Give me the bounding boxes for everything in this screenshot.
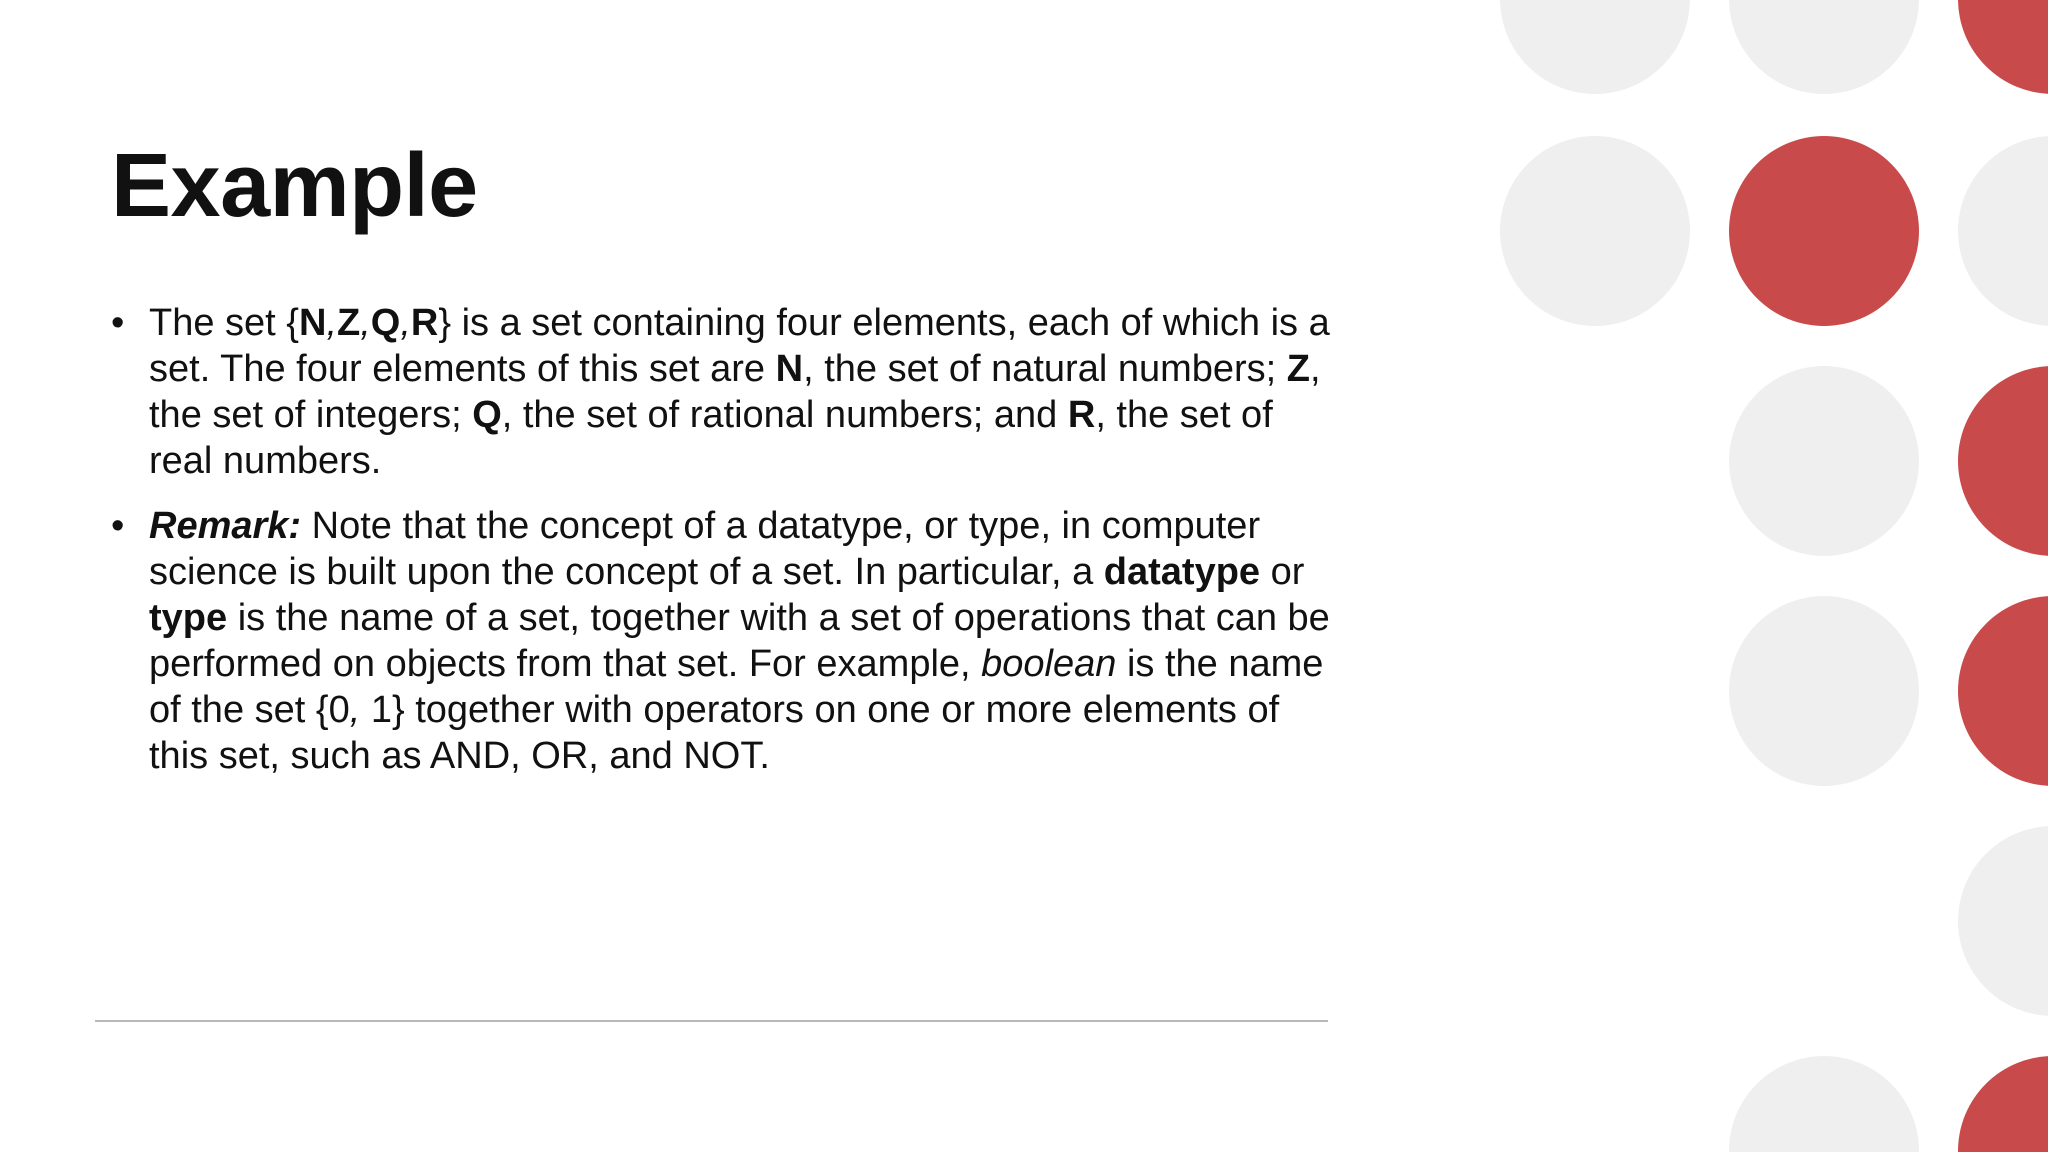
decor-circle: [1500, 0, 1690, 94]
set-symbol-q: Q: [370, 302, 401, 344]
term-boolean: boolean: [981, 643, 1117, 685]
set-symbol-z: Z: [337, 302, 361, 344]
decor-circle-red: [1958, 366, 2048, 556]
decor-circle: [1729, 1056, 1919, 1152]
bullet-marker: •: [111, 302, 125, 344]
slide-title: Example: [111, 136, 478, 236]
decor-circle-red: [1958, 0, 2048, 94]
slide-content: [111, 300, 1341, 798]
footer-divider: [95, 1020, 1328, 1022]
bullet-item: [111, 503, 1341, 779]
set-symbol-r: R: [410, 302, 439, 344]
term-datatype: datatype: [1103, 551, 1261, 593]
set-symbol-n: N: [298, 302, 327, 344]
decor-circle-red: [1958, 596, 2048, 786]
term-type: type: [149, 597, 228, 639]
bullet-text: Remark: Note that the concept of a datatype, or type, in computer science is built upon the concept of a set. In particular, a datatype or type is the name of a set, together with a set of operations that can be performed on objects from that set. For example, boolean is the name of the set {0, 1} together with operators on one or more elements of this set, such as AND, OR, and NOT.: [149, 505, 1330, 777]
remark-label: Remark:: [149, 505, 302, 547]
decor-circle: [1958, 136, 2048, 326]
decor-circle: [1500, 136, 1690, 326]
bullet-marker: •: [111, 505, 125, 547]
bullet-text: The set {N,Z,Q,R} is a set containing four elements, each of which is a set. The four elements of this set are N, the set of natural numbers; Z, the set of integers; Q, the set of rational numbers; and R, the set of real numbers.: [149, 302, 1330, 482]
decor-circle-red: [1729, 136, 1919, 326]
decor-circle: [1729, 596, 1919, 786]
bullet-item: [111, 300, 1341, 484]
decor-circle: [1958, 826, 2048, 1016]
decor-circle: [1729, 366, 1919, 556]
decor-circle-red: [1958, 1056, 2048, 1152]
decor-circle: [1729, 0, 1919, 94]
